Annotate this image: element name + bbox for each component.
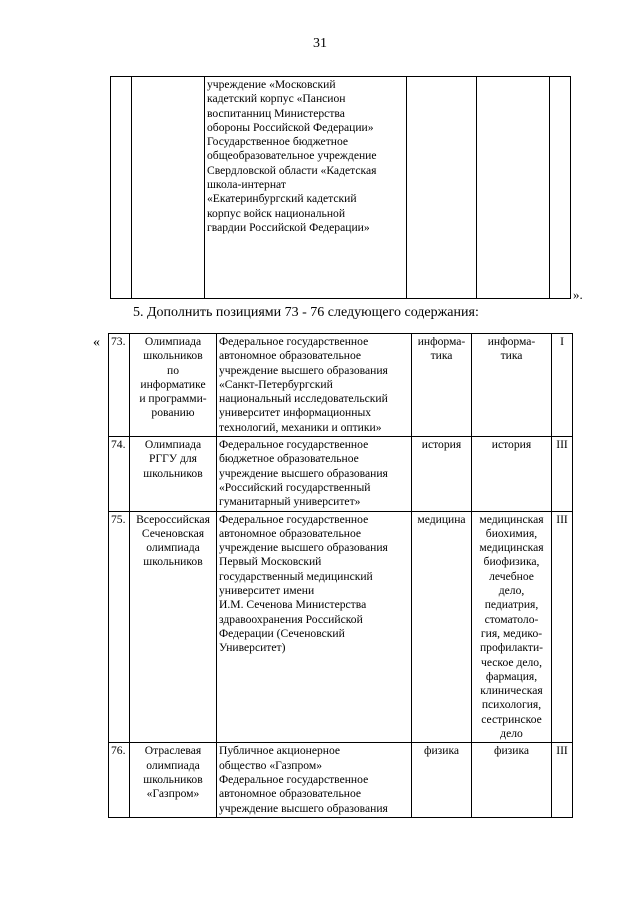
name-line: рованию bbox=[151, 406, 195, 420]
name-line: школьников bbox=[143, 772, 203, 786]
cell-subject bbox=[407, 77, 477, 299]
cell-num: 73. bbox=[109, 334, 130, 437]
name-line: по bbox=[166, 363, 179, 377]
org-line: корпус войск национальной bbox=[207, 206, 346, 220]
page-number: 31 bbox=[313, 36, 327, 51]
cell-subject bbox=[412, 334, 472, 437]
cell-subject bbox=[412, 511, 472, 743]
org-line: общество «Газпром» bbox=[219, 758, 323, 772]
cell-profile bbox=[472, 437, 552, 511]
name-line: Олимпиада bbox=[144, 438, 202, 452]
name-line: школьников bbox=[143, 466, 203, 480]
profile-line: физика bbox=[493, 744, 530, 758]
cell-org bbox=[205, 77, 407, 299]
org-line: обороны Российской Федерации» bbox=[207, 120, 374, 134]
org-line: гвардии Российской Федерации» bbox=[207, 220, 370, 234]
org-line: учреждение высшего образования bbox=[219, 466, 388, 480]
cell-profile bbox=[472, 743, 552, 817]
cell-num bbox=[111, 77, 132, 299]
profile-line: дело, bbox=[498, 584, 525, 598]
org-line: национальный исследовательский bbox=[219, 392, 388, 406]
org-line: гуманитарный университет» bbox=[219, 495, 361, 509]
cell-name bbox=[130, 511, 217, 743]
org-line: учреждение высшего образования bbox=[219, 363, 388, 377]
org-line: Федеральное государственное bbox=[219, 772, 369, 786]
subject-line: информа- bbox=[417, 335, 466, 348]
name-line: Олимпиада bbox=[144, 335, 202, 348]
org-line: Федеральное государственное bbox=[219, 438, 369, 452]
name-line: олимпиада bbox=[146, 541, 200, 555]
subject-line: медицина bbox=[417, 512, 466, 526]
profile-line: лечебное bbox=[489, 569, 534, 583]
name-line: информатике bbox=[140, 377, 206, 391]
org-line: воспитанниц Министерства bbox=[207, 106, 345, 120]
profile-line: психология, bbox=[481, 698, 542, 712]
cell-level: I bbox=[552, 334, 573, 437]
profile-line: сестринское bbox=[481, 712, 542, 726]
org-line: учреждение «Московский bbox=[207, 78, 336, 91]
org-line: автономное образовательное bbox=[219, 787, 362, 801]
closing-quote: ». bbox=[573, 287, 583, 302]
subject-line: физика bbox=[423, 744, 460, 758]
cell-profile bbox=[477, 77, 550, 299]
cell-name bbox=[130, 743, 217, 817]
subject-line: история bbox=[421, 438, 462, 452]
profile-line: тика bbox=[500, 349, 523, 363]
profile-line: история bbox=[491, 438, 532, 452]
cell-level: III bbox=[552, 743, 573, 817]
cell-name bbox=[132, 77, 205, 299]
cell-profile bbox=[472, 334, 552, 437]
olympiad-table bbox=[108, 333, 573, 818]
profile-line: биофизика, bbox=[483, 555, 540, 569]
cell-name bbox=[130, 437, 217, 511]
org-line: Университет) bbox=[219, 641, 286, 655]
org-line: автономное образовательное bbox=[219, 349, 362, 363]
profile-line: стоматоло- bbox=[484, 612, 539, 626]
org-line: Федеральное государственное bbox=[219, 335, 369, 348]
cell-level: III bbox=[552, 511, 573, 743]
cell-num: 74. bbox=[109, 437, 130, 511]
org-line: «Российский государственный bbox=[219, 480, 371, 494]
org-line: университет информационных bbox=[219, 406, 372, 420]
org-line: бюджетное образовательное bbox=[219, 452, 359, 466]
profile-line: медицинская bbox=[479, 512, 544, 526]
profile-line: дело bbox=[500, 727, 523, 741]
profile-line: биохимия, bbox=[485, 526, 538, 540]
cell-level: III bbox=[552, 437, 573, 511]
name-line: Всероссийская bbox=[136, 512, 210, 526]
name-line: школьников bbox=[143, 349, 203, 363]
cell-profile bbox=[472, 511, 552, 743]
cell-subject bbox=[412, 437, 472, 511]
profile-line: педиатрия, bbox=[484, 598, 539, 612]
table-row bbox=[109, 437, 573, 511]
continued-table bbox=[110, 76, 571, 299]
org-line: учреждение высшего образования bbox=[219, 541, 388, 555]
profile-line: гия, медико- bbox=[480, 626, 543, 640]
org-line: Федеральное государственное bbox=[219, 512, 369, 526]
org-line: «Екатеринбургский кадетский bbox=[207, 192, 357, 206]
profile-line: информа- bbox=[487, 335, 536, 348]
org-line: Государственное бюджетное bbox=[207, 135, 349, 149]
cell-org bbox=[217, 743, 412, 817]
cell-num: 75. bbox=[109, 511, 130, 743]
name-line: Сеченовская bbox=[141, 526, 205, 540]
org-line: университет имени bbox=[219, 584, 315, 598]
table-row bbox=[109, 743, 573, 817]
org-line: Федерации (Сеченовский bbox=[219, 626, 345, 640]
profile-line: клиническая bbox=[480, 684, 543, 698]
opening-quote: « bbox=[93, 335, 100, 350]
org-line: Первый Московский bbox=[219, 555, 322, 569]
profile-line: фармация, bbox=[485, 669, 538, 683]
name-line: школьников bbox=[143, 555, 203, 569]
org-line: Публичное акционерное bbox=[219, 744, 341, 758]
cell-subject bbox=[412, 743, 472, 817]
cell-org bbox=[217, 334, 412, 437]
profile-line: медицинская bbox=[479, 541, 544, 555]
org-line: школа-интернат bbox=[207, 178, 286, 192]
org-line: Свердловской области «Кадетская bbox=[207, 163, 377, 177]
org-line: И.М. Сеченова Министерства bbox=[219, 598, 367, 612]
subject-line: тика bbox=[430, 349, 453, 363]
org-line: учреждение высшего образования bbox=[219, 801, 388, 815]
cell-name bbox=[130, 334, 217, 437]
cell-level bbox=[550, 77, 571, 299]
org-line: государственный медицинский bbox=[219, 569, 373, 583]
name-line: олимпиада bbox=[146, 758, 200, 772]
table-row bbox=[109, 334, 573, 437]
profile-line: профилакти- bbox=[479, 641, 544, 655]
org-line: автономное образовательное bbox=[219, 526, 362, 540]
name-line: РГГУ для bbox=[149, 452, 197, 466]
org-line: «Санкт-Петербургский bbox=[219, 377, 333, 391]
cell-org bbox=[217, 511, 412, 743]
profile-line: ческое дело, bbox=[481, 655, 542, 669]
name-line: и программи- bbox=[139, 392, 207, 406]
table-row bbox=[109, 511, 573, 743]
org-line: здравоохранения Российской bbox=[219, 612, 363, 626]
table-row bbox=[111, 77, 571, 299]
name-line: «Газпром» bbox=[146, 787, 200, 801]
org-line: общеобразовательное учреждение bbox=[207, 149, 377, 163]
cell-org bbox=[217, 437, 412, 511]
name-line: Отраслевая bbox=[144, 744, 202, 758]
org-line: кадетский корпус «Пансион bbox=[207, 92, 346, 106]
org-line: технологий, механики и оптики» bbox=[219, 420, 382, 434]
amendment-instruction: 5. Дополнить позициями 73 - 76 следующего содержания: bbox=[133, 305, 479, 320]
cell-num: 76. bbox=[109, 743, 130, 817]
